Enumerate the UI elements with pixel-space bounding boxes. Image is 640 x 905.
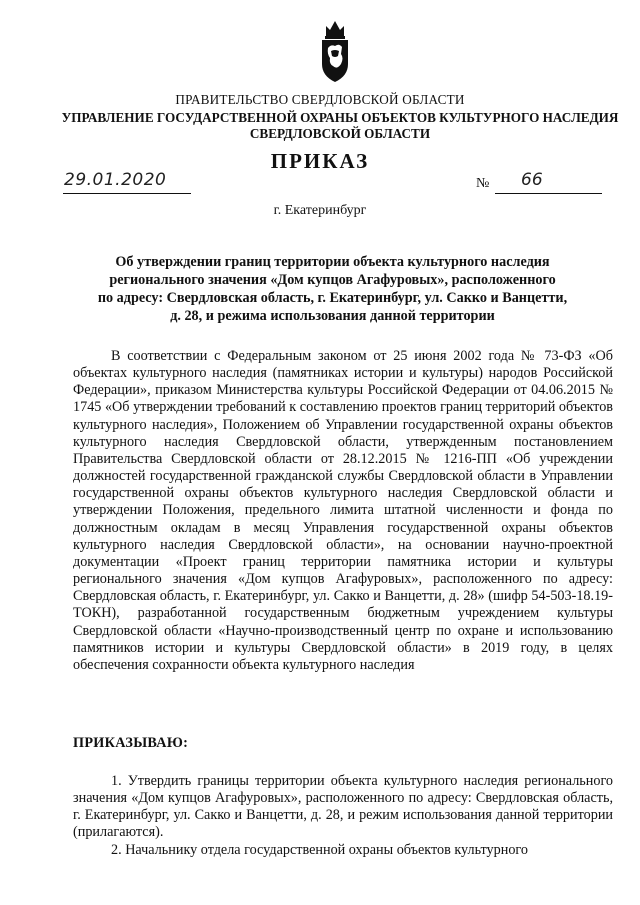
date-underline [63, 193, 191, 194]
department-line-1: УПРАВЛЕНИЕ ГОСУДАРСТВЕННОЙ ОХРАНЫ ОБЪЕКТОВ КУЛЬТУРНОГО НАСЛЕДИЯ [61, 110, 619, 125]
preamble-paragraph: В соответствии с Федеральным законом от 25 июня 2002 года № 73-ФЗ «Об объектах культурного наследия (памятниках истории и культуры) народов Российской Федерации», приказом Министерства культуры Российской Федерации от 04.06.2015 № 1745 «Об утверждении требований к составлению проектов границ территорий объектов культурного наследия», Положением об Управлении государственной охраны объектов культурного наследия Свердловской области, утвержденным постановлением Правительства Свердловской области от 28.12.2015 № 1216-ПП «Об учреждении должностей государственной гражданской службы Свердловской области в Управлении государственной охраны объектов культурного наследия Свердловской области и утверждении Положения, предельного лимита штатной численности и фонда по должностным окладам в месяц Управления государственной охраны объектов культурного наследия Свердловской области», на основании научно-проектной документации «Проект границ территории памятника истории и культуры регионального значения «Дом купцов Агафуровых», расположенного по адресу: Свердловская область, г. Екатеринбург, ул. Сакко и Ванцетти, д. 28» (шифр 54-503-18.19-ТОКН), разработанной государственным бюджетным учреждением культуры Свердловской области «Научно-производственный центр по охране и использованию памятников истории и культуры Свердловской области» в 2019 году, в целях обеспечения сохранности объекта культурного наследия [73, 348, 613, 673]
department-name [40, 110, 640, 142]
subject-line-3: по адресу: Свердловская область, г. Екатеринбург, ул. Сакко и Ванцетти, [97, 290, 568, 306]
order-number: 66 [521, 170, 543, 190]
order-date: 29.01.2020 [64, 170, 167, 190]
document-type: ПРИКАЗ [270, 149, 370, 173]
number-underline [495, 193, 602, 194]
coat-of-arms-icon [317, 18, 353, 84]
department-line-2: СВЕРДЛОВСКОЙ ОБЛАСТИ [249, 126, 431, 141]
order-items [73, 773, 613, 859]
order-subject [70, 253, 595, 325]
subject-line-4: д. 28, и режима использования данной территории [170, 308, 495, 324]
subject-line-2: регионального значения «Дом купцов Агафуровых», расположенного [109, 272, 556, 288]
subject-line-1: Об утверждении границ территории объекта культурного наследия [115, 254, 550, 270]
decree-word: ПРИКАЗЫВАЮ: [73, 735, 189, 751]
order-item-2: 2. Начальнику отдела государственной охраны объектов культурного [111, 841, 528, 858]
preamble [73, 348, 613, 674]
order-item-1: 1. Утвердить границы территории объекта культурного наследия регионального значения «Дом купцов Агафуровых», расположенного по адресу: Свердловская область, г. Екатеринбург, ул. Сакко и Ванцетти, д. 28, и режим использования данной территории (прилагаются). [73, 773, 613, 841]
city: г. Екатеринбург [273, 203, 367, 218]
number-label: № [476, 176, 490, 191]
government-name: ПРАВИТЕЛЬСТВО СВЕРДЛОВСКОЙ ОБЛАСТИ [175, 92, 465, 107]
